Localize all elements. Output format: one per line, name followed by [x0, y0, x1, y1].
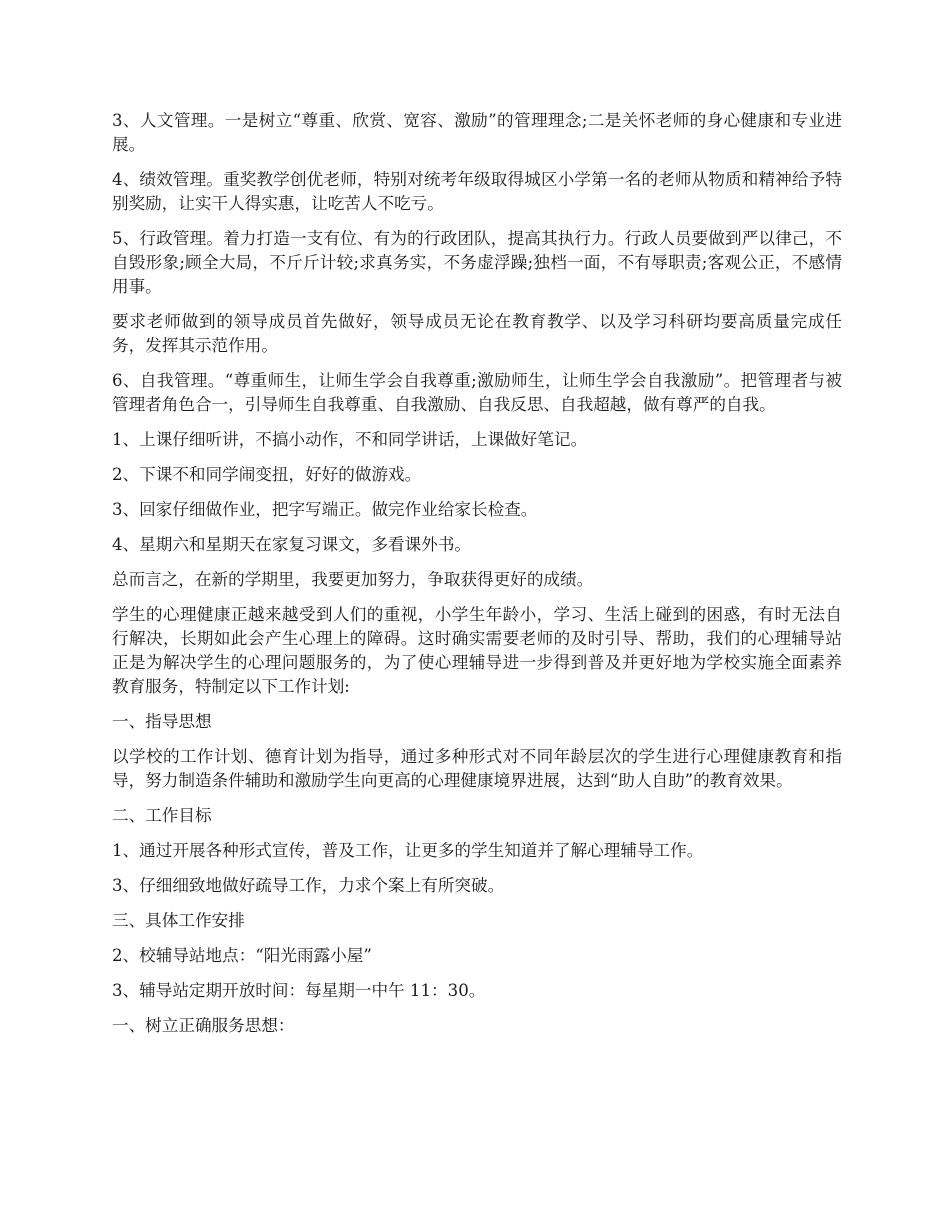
list-item-station-location: 2、校辅导站地点：“阳光雨露小屋” — [112, 946, 372, 965]
paragraph-self-management: 6、自我管理。“尊重师生，让师生学会自我尊重;激励师生，让师生学会自我激励”。把管理者与被管理者角色合一，引导师生自我尊重、自我激励、自我反思、自我超越，做有尊严的自我。 — [112, 371, 842, 414]
heading-service-thought: 一、树立正确服务思想： — [112, 1016, 295, 1035]
heading-work-arrangements: 三、具体工作安排 — [112, 911, 245, 930]
list-item-after-class: 2、下课不和同学闹变扭，好好的做游戏。 — [112, 465, 422, 484]
heading-work-goals: 二、工作目标 — [112, 806, 212, 825]
paragraph-conclusion: 总而言之，在新的学期里，我要更加努力，争取获得更好的成绩。 — [112, 570, 594, 589]
paragraph-administrative-management: 5、行政管理。着力打造一支有位、有为的行政团队，提高其执行力。行政人员要做到严以律己，不自毁形象;顾全大局，不斤斤计较;求真务实，不务虚浮躁;独档一面，不有辱职责;客观公正，不感情用事。 — [112, 229, 842, 296]
paragraph-performance-management: 4、绩效管理。重奖教学创优老师，特别对统考年级取得城区小学第一名的老师从物质和精神给予特别奖励，让实干人得实惠，让吃苦人不吃亏。 — [112, 170, 842, 213]
paragraph-leadership-example: 要求老师做到的领导成员首先做好，领导成员无论在教育教学、以及学习科研均要高质量完成任务，发挥其示范作用。 — [112, 312, 842, 355]
list-item-listen-in-class: 1、上课仔细听讲，不搞小动作，不和同学讲话，上课做好笔记。 — [112, 430, 588, 449]
list-item-goal-publicity: 1、通过开展各种形式宣传，普及工作，让更多的学生知道并了解心理辅导工作。 — [112, 841, 704, 860]
paragraph-mental-health-intro: 学生的心理健康正越来越受到人们的重视，小学生年龄小，学习、生活上碰到的困惑，有时无法自行解决，长期如此会产生心理上的障碍。这时确实需要老师的及时引导、帮助，我们的心理辅导站正是为解决学生的心理问题服务的，为了使心理辅导进一步得到普及并更好地为学校实施全面素养教育服务，特制定以下工作计划: — [112, 605, 842, 696]
list-item-homework: 3、回家仔细做作业，把字写端正。做完作业给家长检查。 — [112, 500, 538, 519]
list-item-goal-counseling: 3、仔细细致地做好疏导工作，力求个案上有所突破。 — [112, 876, 505, 895]
list-item-opening-time: 3、辅导站定期开放时间：每星期一中午 11：30。 — [112, 981, 486, 1000]
document-body — [112, 109, 842, 1049]
paragraph-humanistic-management: 3、人文管理。一是树立“尊重、欣赏、宽容、激励”的管理理念;二是关怀老师的身心健康和专业进展。 — [112, 111, 842, 154]
heading-guiding-thought: 一、指导思想 — [112, 712, 212, 731]
list-item-weekend-review: 4、星期六和星期天在家复习课文，多看课外书。 — [112, 535, 472, 554]
paragraph-guiding-thought: 以学校的工作计划、德育计划为指导，通过多种形式对不同年龄层次的学生进行心理健康教育和指导，努力制造条件辅助和激励学生向更高的心理健康境界进展，达到“助人自助”的教育效果。 — [112, 747, 842, 790]
